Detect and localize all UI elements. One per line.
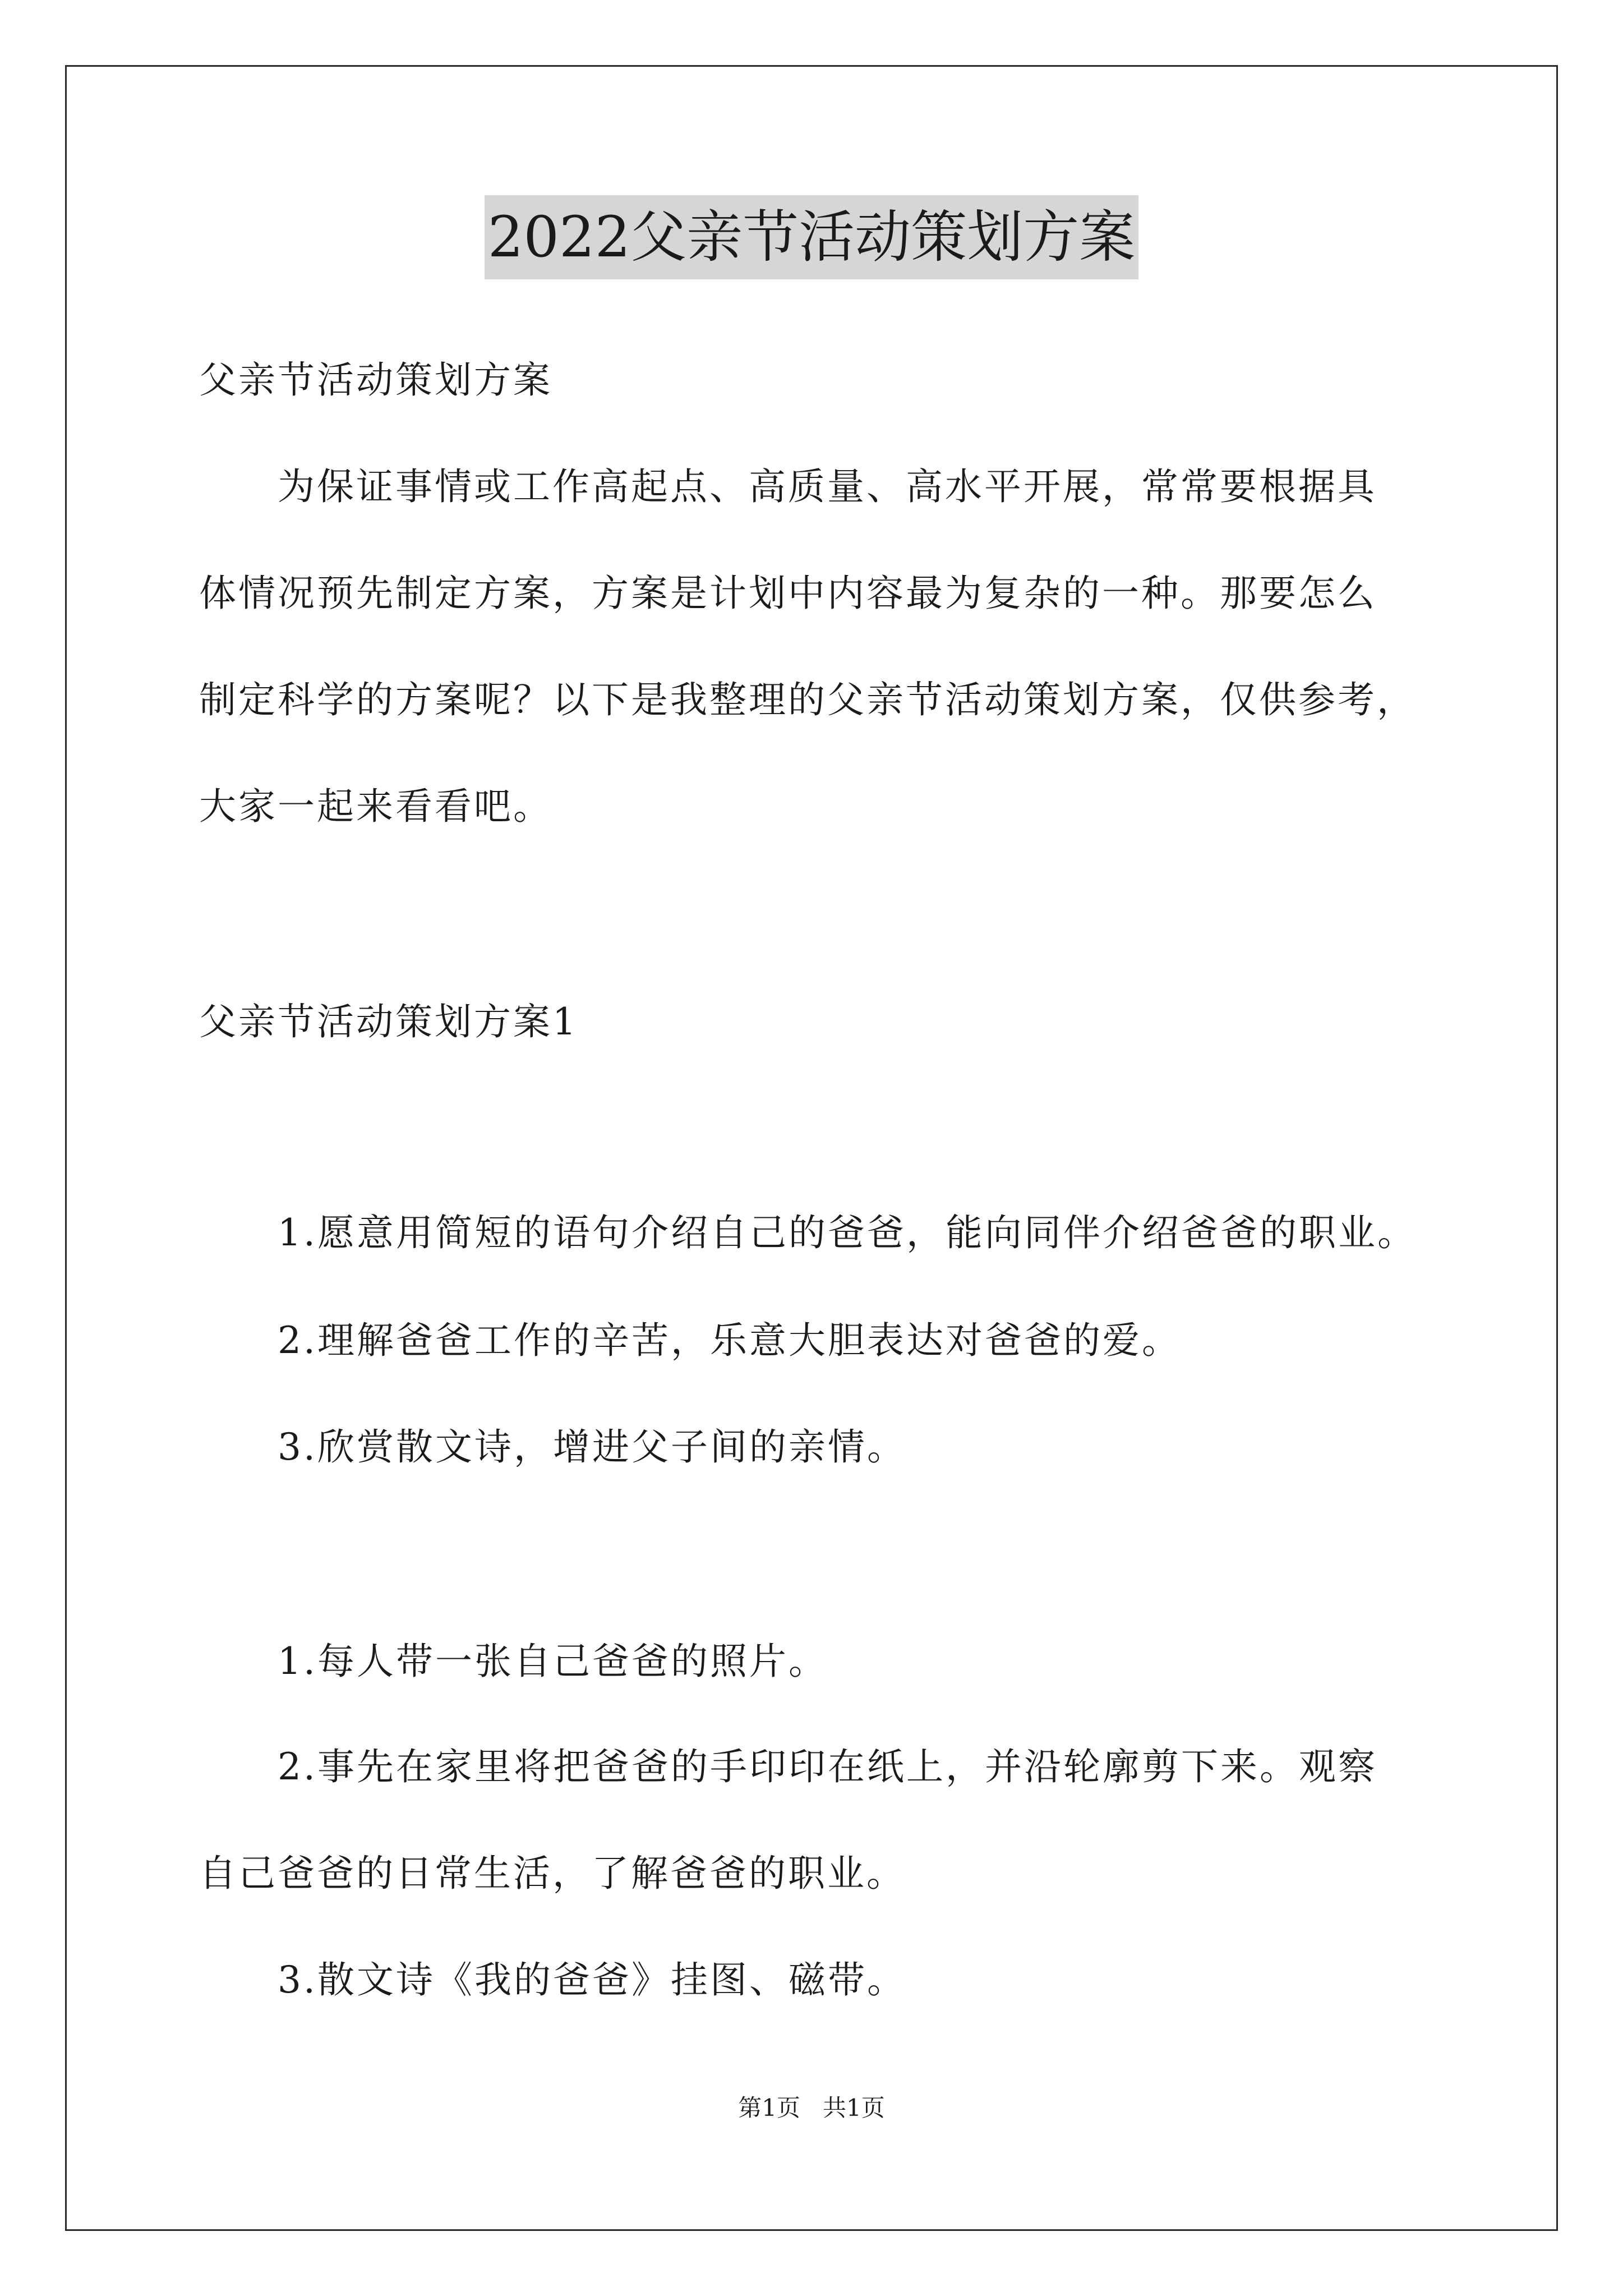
prep-item-2-continued: 自己爸爸的日常生活，了解爸爸的职业。	[199, 1852, 906, 1895]
prep-item-2: 2.事先在家里将把爸爸的手印印在纸上，并沿轮廓剪下来。观察	[278, 1745, 1377, 1788]
document-title: 2022父亲节活动策划方案	[485, 195, 1139, 279]
intro-line-4: 大家一起来看看吧。	[199, 785, 552, 828]
goal-item-1: 1.愿意用简短的语句介绍自己的爸爸，能向同伴介绍爸爸的职业。	[278, 1211, 1417, 1254]
intro-line-2: 体情况预先制定方案，方案是计划中内容最为复杂的一种。那要怎么	[199, 572, 1377, 615]
title-container	[0, 195, 1623, 279]
intro-line-3: 制定科学的方案呢？以下是我整理的父亲节活动策划方案，仅供参考，	[199, 678, 1416, 721]
page-footer: 第1页 共1页	[738, 2094, 885, 2122]
goal-item-3: 3.欣赏散文诗，增进父子间的亲情。	[278, 1425, 906, 1469]
section-heading: 父亲节活动策划方案1	[199, 1000, 578, 1043]
intro-line-1: 为保证事情或工作高起点、高质量、高水平开展，常常要根据具	[278, 465, 1377, 508]
goal-item-2: 2.理解爸爸工作的辛苦，乐意大胆表达对爸爸的爱。	[278, 1319, 1181, 1362]
prep-item-1: 1.每人带一张自己爸爸的照片。	[278, 1640, 828, 1683]
main-heading: 父亲节活动策划方案	[199, 358, 552, 402]
prep-item-3: 3.散文诗《我的爸爸》挂图、磁带。	[278, 1958, 906, 2001]
